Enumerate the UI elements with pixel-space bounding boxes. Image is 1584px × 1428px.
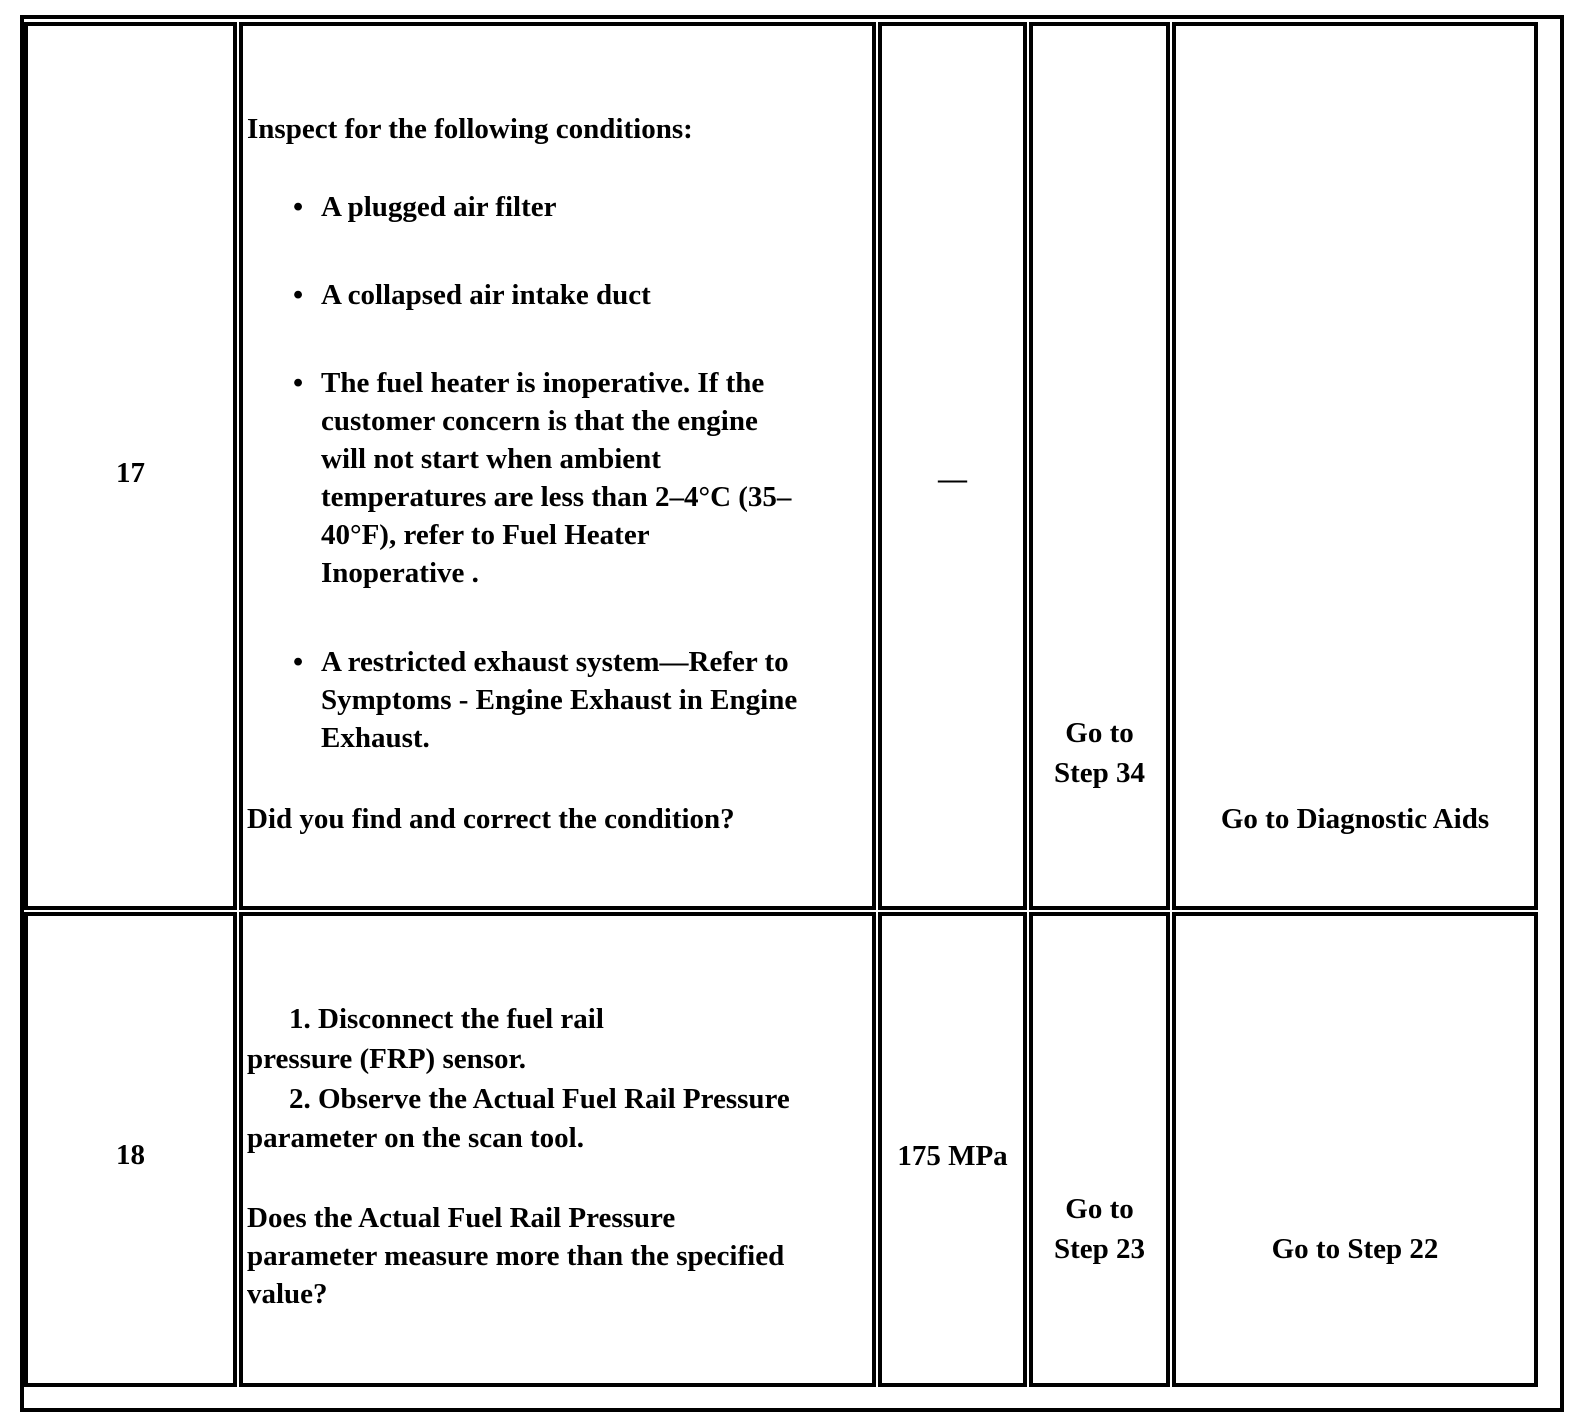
step-number: 17 <box>116 457 145 489</box>
action-question-line: parameter measure more than the specified <box>247 1240 785 1272</box>
action-question: Did you find and correct the condition? <box>247 803 735 835</box>
action-line: parameter on the scan tool. <box>247 1122 584 1154</box>
yes-action-line: Step 23 <box>1053 1233 1146 1265</box>
bullet-line: Inoperative . <box>321 557 479 589</box>
bullet-marker: • <box>293 367 304 399</box>
bullet-marker: • <box>293 646 304 678</box>
bullet-marker: • <box>293 191 304 223</box>
row-18-yes-cell <box>1029 912 1170 1387</box>
bullet-line: The fuel heater is inoperative. If the <box>321 367 765 399</box>
bullet-line: Exhaust. <box>321 722 430 754</box>
no-action-text: Go to Step 22 <box>1271 1233 1439 1265</box>
bullet-line: 40°F), refer to Fuel Heater <box>321 519 650 551</box>
row-18-action-cell <box>239 912 876 1387</box>
action-question-line: value? <box>247 1278 328 1310</box>
bullet-line: A restricted exhaust system—Refer to <box>321 646 789 678</box>
yes-action-line: Step 34 <box>1053 757 1146 789</box>
row-17-value-cell <box>878 22 1027 910</box>
row-18-no-cell <box>1172 912 1538 1387</box>
action-intro: Inspect for the following conditions: <box>247 113 693 145</box>
bullet-line: will not start when ambient <box>321 443 661 475</box>
action-line: 1. Disconnect the fuel rail <box>289 1003 604 1035</box>
step-number: 18 <box>116 1139 145 1171</box>
row-17-no-cell <box>1172 22 1538 910</box>
action-line: 2. Observe the Actual Fuel Rail Pressure <box>289 1083 790 1115</box>
yes-action-line: Go to <box>1065 1193 1134 1225</box>
yes-action-line: Go to <box>1065 717 1134 749</box>
row-17-yes-cell <box>1029 22 1170 910</box>
row-18-value-cell <box>878 912 1027 1387</box>
value-text: — <box>938 463 967 495</box>
bullet-line: temperatures are less than 2–4°C (35– <box>321 481 792 513</box>
row-18-step-cell <box>24 912 237 1387</box>
no-action-text: Go to Diagnostic Aids <box>1220 803 1490 835</box>
bullet-marker: • <box>293 279 304 311</box>
value-text: 175 MPa <box>897 1140 1008 1172</box>
bullet-line: A plugged air filter <box>321 191 557 223</box>
row-17-step-cell <box>24 22 237 910</box>
bullet-line: Symptoms - Engine Exhaust in Engine <box>321 684 798 716</box>
bullet-line: customer concern is that the engine <box>321 405 758 437</box>
bullet-line: A collapsed air intake duct <box>321 279 651 311</box>
action-question-line: Does the Actual Fuel Rail Pressure <box>247 1202 676 1234</box>
row-17-action-cell <box>239 22 876 910</box>
action-line: pressure (FRP) sensor. <box>247 1043 526 1075</box>
